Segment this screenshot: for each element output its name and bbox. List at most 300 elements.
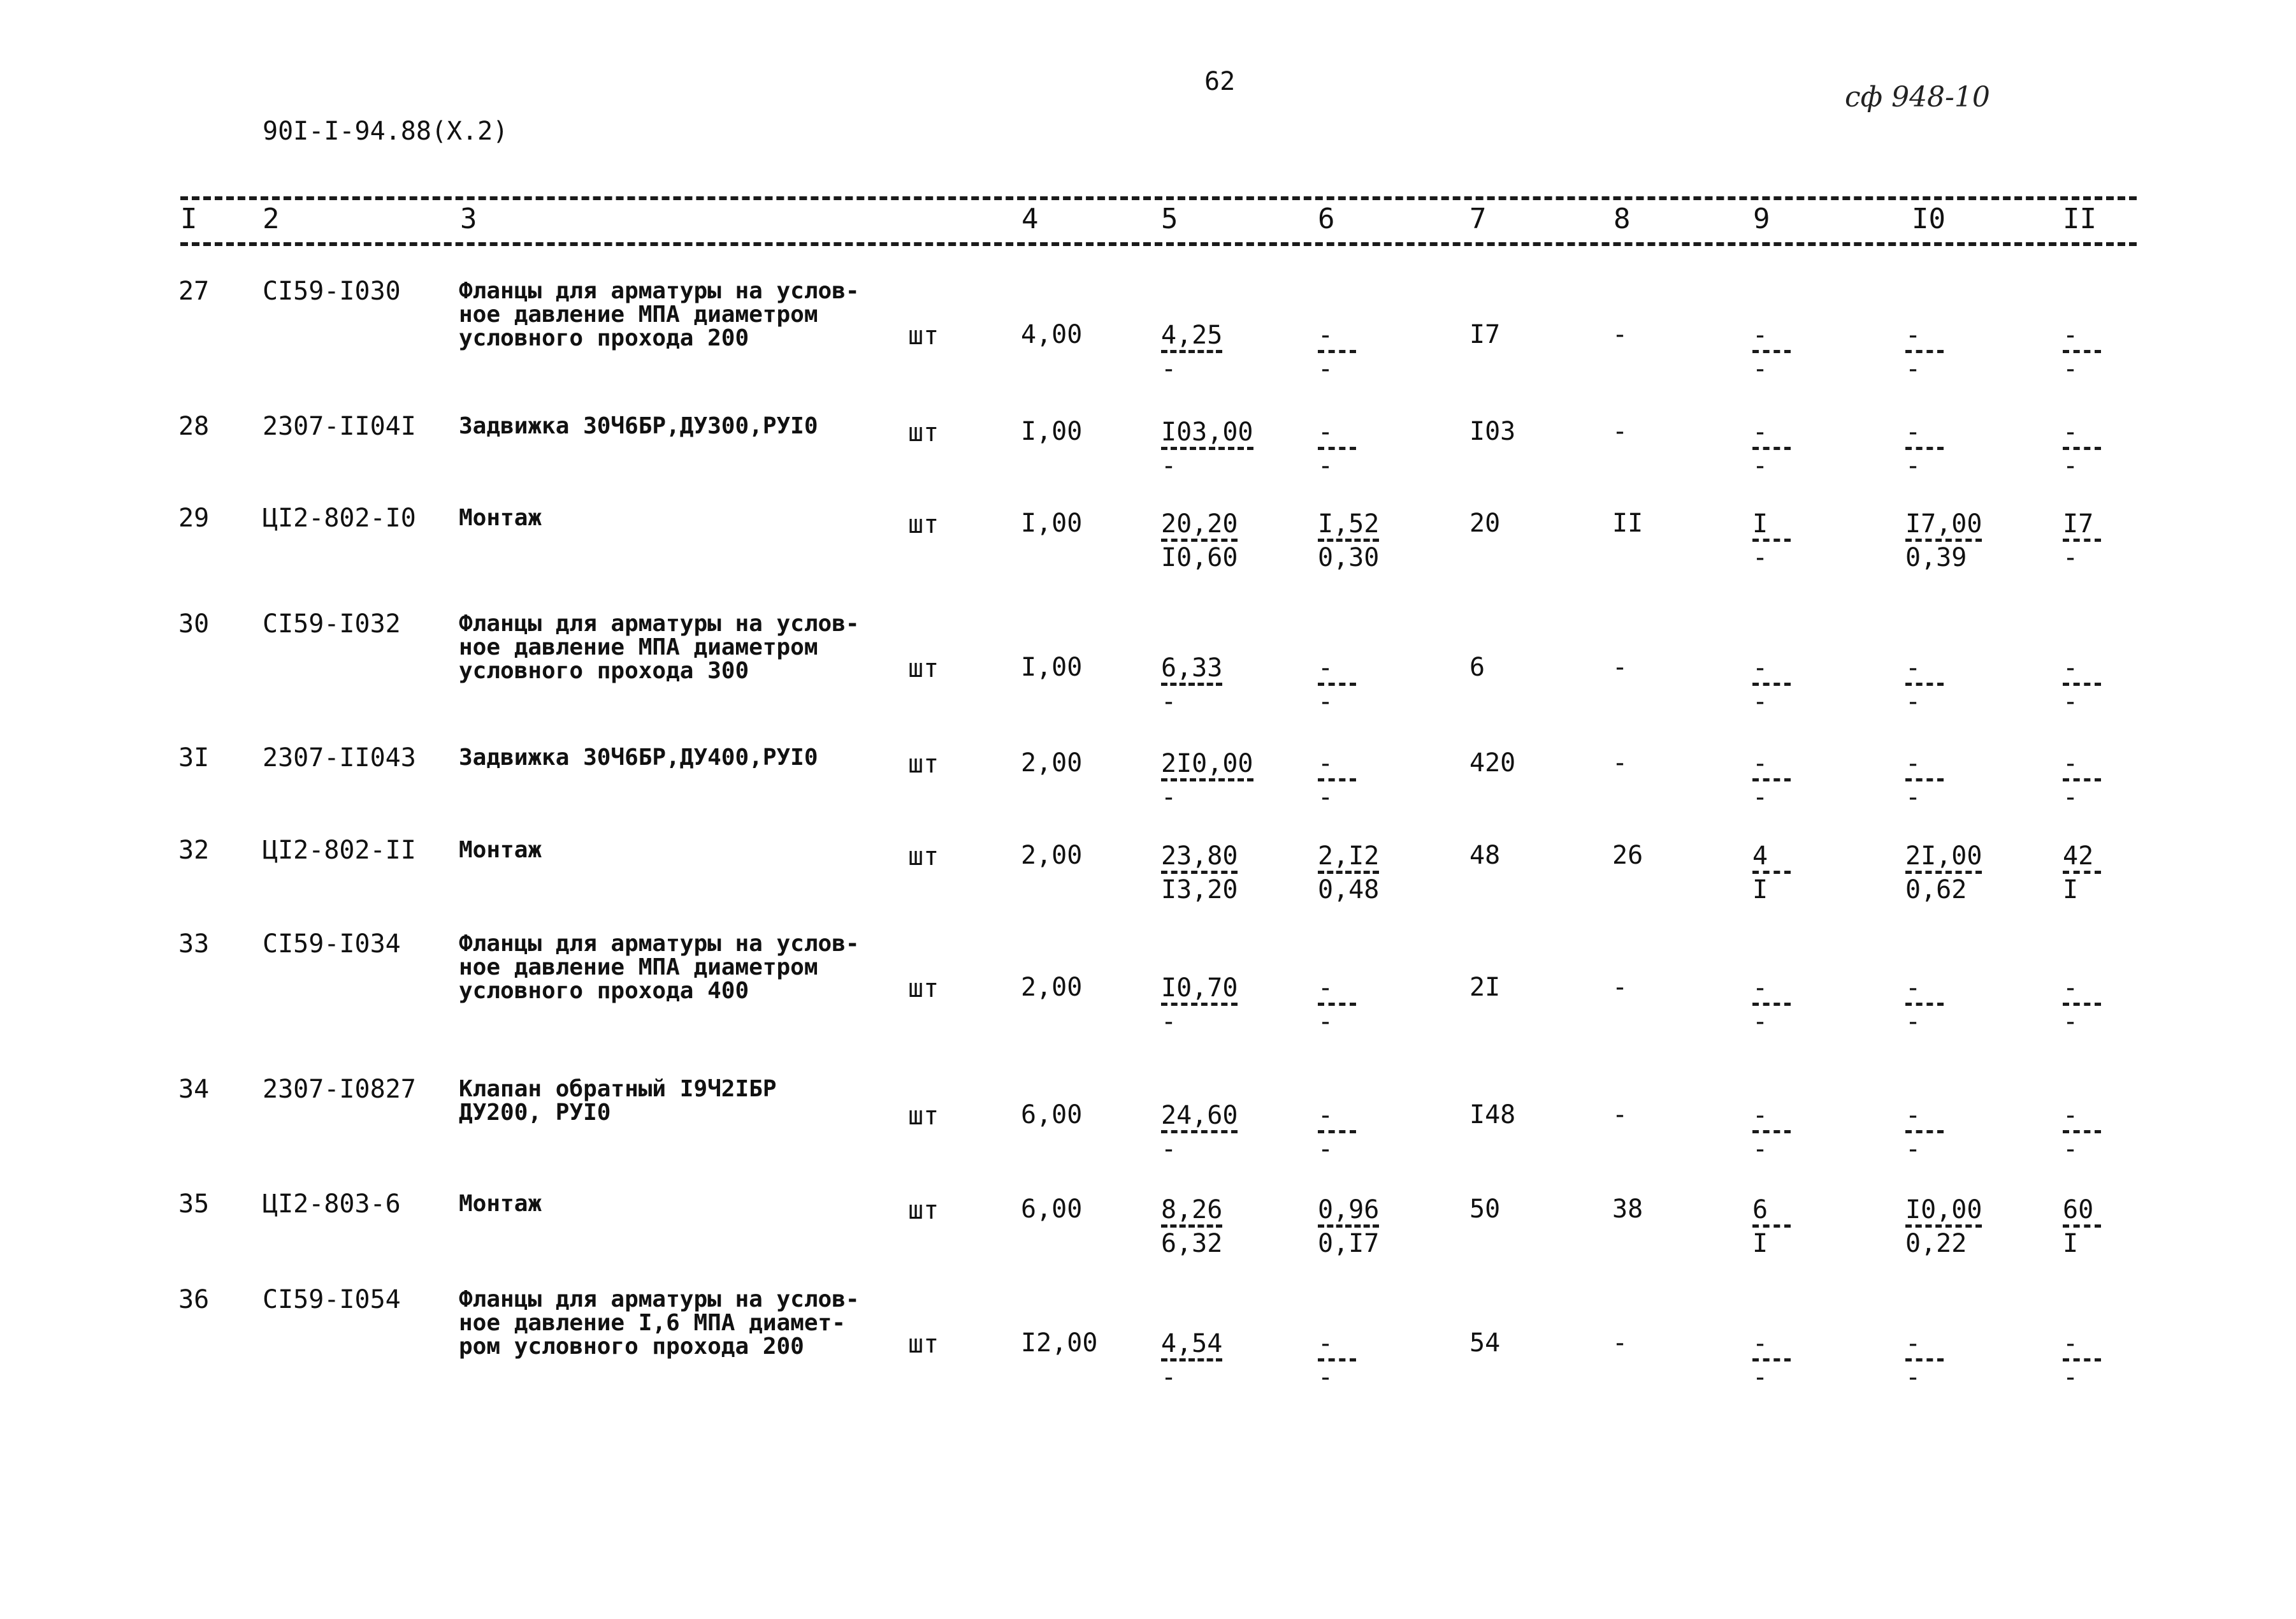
numerator: - <box>1318 417 1334 447</box>
fraction-c10 <box>1905 1197 1982 1256</box>
denominator: I <box>2063 875 2079 904</box>
description-line: ное давление I,6 МПА диамет- <box>459 1310 846 1336</box>
fraction-c6 <box>1318 1197 1379 1256</box>
fraction-c10 <box>1905 751 1944 810</box>
description-line: ром условного прохода 200 <box>459 1333 804 1360</box>
denominator: - <box>1905 451 1921 481</box>
denominator: - <box>1161 783 1177 812</box>
fraction-c5 <box>1161 655 1222 715</box>
description-line: Фланцы для арматуры на услов- <box>459 931 860 957</box>
header-bottom-rule <box>180 242 2137 246</box>
denominator: - <box>1318 451 1334 481</box>
resource-code: CI59-I030 <box>263 277 401 306</box>
fraction-bar <box>1318 683 1356 686</box>
fraction-c5 <box>1161 843 1238 903</box>
numerator: - <box>1752 653 1768 683</box>
work-description <box>459 932 860 1003</box>
denominator: - <box>1905 687 1921 716</box>
fraction-bar <box>1752 1003 1791 1006</box>
fraction-bar <box>2063 1224 2101 1228</box>
work-description <box>459 612 860 683</box>
denominator: - <box>2063 687 2079 716</box>
column-8-value: - <box>1612 1100 1628 1129</box>
row-number: 30 <box>178 609 210 639</box>
fraction-bar <box>1318 778 1356 781</box>
fraction-bar <box>2063 1358 2101 1361</box>
fraction-c9 <box>1752 843 1791 903</box>
description-line: Фланцы для арматуры на услов- <box>459 278 860 304</box>
denominator: - <box>1318 1007 1334 1036</box>
column-7-value: 420 <box>1469 748 1516 778</box>
description-line: Клапан обратный I9Ч2IБР <box>459 1076 777 1102</box>
denominator: 0,I7 <box>1318 1229 1380 1258</box>
denominator: - <box>1752 1135 1768 1164</box>
fraction-bar <box>1905 1358 1944 1361</box>
resource-code: CI59-I054 <box>263 1285 401 1314</box>
numerator: - <box>1905 749 1921 778</box>
unit: шт <box>908 1101 939 1131</box>
column-header: 8 <box>1614 203 1631 235</box>
description-line: условного прохода 300 <box>459 658 749 684</box>
fraction-c5 <box>1161 1331 1222 1390</box>
numerator: 4 <box>1752 841 1768 871</box>
denominator: - <box>1752 1363 1768 1392</box>
row-number: 36 <box>178 1285 210 1314</box>
denominator: - <box>1318 1135 1334 1164</box>
numerator: 0,96 <box>1318 1195 1380 1224</box>
description-line: ное давление МПА диаметром <box>459 954 818 980</box>
fraction-bar <box>1752 1224 1791 1228</box>
numerator: - <box>1905 973 1921 1003</box>
fraction-bar <box>1905 1003 1944 1006</box>
numerator: 60 <box>2063 1195 2094 1224</box>
column-header: II <box>2063 203 2097 235</box>
description-line: Задвижка 30Ч6БР,ДУ400,РУI0 <box>459 744 818 771</box>
fraction-bar <box>1318 1358 1356 1361</box>
fraction-c11 <box>2063 655 2101 715</box>
quantity: I,00 <box>1021 653 1083 682</box>
unit: шт <box>908 1330 939 1359</box>
description-line: Монтаж <box>459 1191 542 1217</box>
quantity: 6,00 <box>1021 1100 1083 1129</box>
description-line: ное давление МПА диаметром <box>459 301 818 328</box>
fraction-c6 <box>1318 419 1356 479</box>
quantity: 6,00 <box>1021 1194 1083 1224</box>
column-7-value: 54 <box>1469 1328 1501 1358</box>
fraction-c5 <box>1161 975 1238 1035</box>
resource-code: 2307-II04I <box>263 412 416 441</box>
denominator: - <box>2063 1135 2079 1164</box>
denominator: 0,22 <box>1905 1229 1967 1258</box>
fraction-bar <box>2063 1003 2101 1006</box>
fraction-bar <box>1905 1224 1982 1228</box>
column-7-value: I7 <box>1469 320 1501 349</box>
row-number: 27 <box>178 277 210 306</box>
quantity: I2,00 <box>1021 1328 1098 1358</box>
column-8-value: - <box>1612 748 1628 778</box>
column-8-value: - <box>1612 653 1628 682</box>
denominator: - <box>1318 354 1334 384</box>
column-7-value: 20 <box>1469 509 1501 538</box>
denominator: I <box>2063 1229 2079 1258</box>
fraction-c10 <box>1905 975 1944 1035</box>
fraction-c5 <box>1161 419 1253 479</box>
numerator: - <box>1752 1101 1768 1130</box>
fraction-bar <box>1161 539 1238 542</box>
numerator: - <box>1752 1329 1768 1358</box>
fraction-c6 <box>1318 655 1356 715</box>
quantity: 2,00 <box>1021 748 1083 778</box>
numerator: I0,00 <box>1905 1195 1982 1224</box>
fraction-bar <box>1905 871 1982 874</box>
work-description <box>459 506 542 530</box>
fraction-bar <box>1752 683 1791 686</box>
fraction-bar <box>1752 350 1791 353</box>
fraction-bar <box>2063 447 2101 450</box>
column-8-value: - <box>1612 320 1628 349</box>
work-description <box>459 279 860 350</box>
column-header: 5 <box>1161 203 1178 235</box>
fraction-c10 <box>1905 655 1944 715</box>
column-header: 3 <box>460 203 477 235</box>
column-8-value: II <box>1612 509 1643 538</box>
numerator: - <box>1318 1101 1334 1130</box>
unit: шт <box>908 842 939 871</box>
quantity: 4,00 <box>1021 320 1083 349</box>
numerator: - <box>1318 1329 1334 1358</box>
fraction-c6 <box>1318 1103 1356 1162</box>
denominator: - <box>2063 1363 2079 1392</box>
row-number: 29 <box>178 504 210 533</box>
quantity: 2,00 <box>1021 841 1083 870</box>
fraction-c5 <box>1161 511 1238 570</box>
denominator: - <box>1905 354 1921 384</box>
fraction-c11 <box>2063 1103 2101 1162</box>
fraction-c6 <box>1318 975 1356 1035</box>
fraction-c9 <box>1752 1197 1791 1256</box>
fraction-bar <box>2063 539 2101 542</box>
denominator: - <box>2063 1007 2079 1036</box>
column-7-value: 6 <box>1469 653 1485 682</box>
numerator: 4,25 <box>1161 321 1223 350</box>
denominator: - <box>1905 1007 1921 1036</box>
denominator: - <box>2063 451 2079 481</box>
fraction-bar <box>1752 871 1791 874</box>
work-description <box>459 1288 860 1358</box>
fraction-c11 <box>2063 1331 2101 1390</box>
fraction-bar <box>1161 350 1222 353</box>
fraction-c6 <box>1318 511 1379 570</box>
fraction-bar <box>2063 683 2101 686</box>
numerator: 23,80 <box>1161 841 1238 871</box>
fraction-c6 <box>1318 751 1356 810</box>
numerator: - <box>2063 653 2079 683</box>
resource-code: CI59-I032 <box>263 609 401 639</box>
fraction-bar <box>1161 447 1253 450</box>
fraction-bar <box>1161 1358 1222 1361</box>
fraction-c10 <box>1905 1331 1944 1390</box>
work-description <box>459 1192 542 1216</box>
numerator: - <box>1752 973 1768 1003</box>
unit: шт <box>908 654 939 683</box>
fraction-c11 <box>2063 323 2101 382</box>
fraction-c5 <box>1161 323 1222 382</box>
numerator: I7,00 <box>1905 509 1982 539</box>
denominator: - <box>1905 783 1921 812</box>
fraction-c9 <box>1752 419 1791 479</box>
column-header: 2 <box>263 203 280 235</box>
numerator: I,52 <box>1318 509 1380 539</box>
fraction-c5 <box>1161 751 1253 810</box>
fraction-c10 <box>1905 1103 1944 1162</box>
description-line: условного прохода 400 <box>459 978 749 1004</box>
row-number: 35 <box>178 1189 210 1219</box>
fraction-bar <box>1752 447 1791 450</box>
work-description <box>459 414 818 438</box>
resource-code: 2307-I0827 <box>263 1075 416 1104</box>
numerator: - <box>1905 653 1921 683</box>
fraction-bar <box>1318 447 1356 450</box>
description-line: условного прохода 200 <box>459 325 749 351</box>
numerator: 8,26 <box>1161 1195 1223 1224</box>
unit: шт <box>908 974 939 1003</box>
numerator: - <box>1318 653 1334 683</box>
fraction-c9 <box>1752 323 1791 382</box>
column-header: I0 <box>1912 203 1946 235</box>
denominator: - <box>1318 687 1334 716</box>
fraction-bar <box>1318 1130 1356 1133</box>
column-7-value: I03 <box>1469 417 1516 446</box>
column-8-value: - <box>1612 1328 1628 1358</box>
work-description <box>459 746 818 769</box>
numerator: - <box>1752 417 1768 447</box>
fraction-c9 <box>1752 1103 1791 1162</box>
fraction-bar <box>1161 1224 1222 1228</box>
fraction-bar <box>1905 683 1944 686</box>
numerator: - <box>1318 321 1334 350</box>
numerator: 6,33 <box>1161 653 1223 683</box>
column-7-value: I48 <box>1469 1100 1516 1129</box>
description-line: Фланцы для арматуры на услов- <box>459 1286 860 1312</box>
fraction-c6 <box>1318 1331 1356 1390</box>
fraction-c10 <box>1905 323 1944 382</box>
numerator: I7 <box>2063 509 2094 539</box>
denominator: 0,62 <box>1905 875 1967 904</box>
resource-code: ЦI2-802-II <box>263 836 416 865</box>
quantity: 2,00 <box>1021 973 1083 1002</box>
resource-code: CI59-I034 <box>263 929 401 959</box>
fraction-c10 <box>1905 843 1982 903</box>
fraction-bar <box>1161 1003 1238 1006</box>
handwritten-code: сф 948-10 <box>1845 81 1990 113</box>
denominator: - <box>1752 451 1768 481</box>
quantity: I,00 <box>1021 417 1083 446</box>
numerator: - <box>1905 417 1921 447</box>
fraction-c9 <box>1752 1331 1791 1390</box>
denominator: - <box>2063 354 2079 384</box>
numerator: I0,70 <box>1161 973 1238 1003</box>
column-header: 4 <box>1022 203 1039 235</box>
numerator: - <box>1905 1329 1921 1358</box>
fraction-c9 <box>1752 975 1791 1035</box>
header-top-rule <box>180 196 2137 200</box>
fraction-bar <box>2063 871 2101 874</box>
fraction-c11 <box>2063 419 2101 479</box>
denominator: - <box>2063 543 2079 572</box>
denominator: - <box>1905 1135 1921 1164</box>
description-line: Монтаж <box>459 837 542 863</box>
work-description <box>459 1077 777 1124</box>
denominator: - <box>1318 783 1334 812</box>
denominator: I <box>1752 1229 1768 1258</box>
fraction-c6 <box>1318 843 1379 903</box>
denominator: 0,48 <box>1318 875 1380 904</box>
numerator: - <box>1318 749 1334 778</box>
fraction-bar <box>1318 871 1379 874</box>
numerator: - <box>2063 417 2079 447</box>
fraction-c9 <box>1752 751 1791 810</box>
fraction-bar <box>1752 539 1791 542</box>
fraction-c10 <box>1905 419 1944 479</box>
fraction-bar <box>1161 1130 1238 1133</box>
unit: шт <box>908 510 939 539</box>
numerator: I03,00 <box>1161 417 1253 447</box>
fraction-c11 <box>2063 975 2101 1035</box>
numerator: 42 <box>2063 841 2094 871</box>
column-8-value: 26 <box>1612 841 1643 870</box>
fraction-bar <box>1161 778 1253 781</box>
fraction-bar <box>1161 871 1238 874</box>
row-number: 33 <box>178 929 210 959</box>
fraction-c11 <box>2063 843 2101 903</box>
row-number: 3I <box>178 743 210 773</box>
resource-code: ЦI2-803-6 <box>263 1189 401 1219</box>
work-description <box>459 838 542 862</box>
fraction-bar <box>1752 778 1791 781</box>
resource-code: 2307-II043 <box>263 743 416 773</box>
column-7-value: 48 <box>1469 841 1501 870</box>
fraction-bar <box>1161 683 1222 686</box>
numerator: 24,60 <box>1161 1101 1238 1130</box>
numerator: 20,20 <box>1161 509 1238 539</box>
fraction-c9 <box>1752 511 1791 570</box>
denominator: - <box>1752 543 1768 572</box>
numerator: - <box>2063 973 2079 1003</box>
numerator: 2I,00 <box>1905 841 1982 871</box>
fraction-bar <box>1905 539 1982 542</box>
denominator: - <box>1161 1135 1177 1164</box>
description-line: Фланцы для арматуры на услов- <box>459 611 860 637</box>
numerator: - <box>1905 1101 1921 1130</box>
denominator: - <box>2063 783 2079 812</box>
numerator: - <box>1752 749 1768 778</box>
unit: шт <box>908 321 939 351</box>
denominator: - <box>1161 354 1177 384</box>
fraction-bar <box>2063 1130 2101 1133</box>
denominator: - <box>1905 1363 1921 1392</box>
denominator: - <box>1752 783 1768 812</box>
column-header: 7 <box>1469 203 1487 235</box>
denominator: I <box>1752 875 1768 904</box>
fraction-c11 <box>2063 751 2101 810</box>
fraction-c5 <box>1161 1197 1222 1256</box>
column-header: 6 <box>1318 203 1335 235</box>
unit: шт <box>908 418 939 447</box>
fraction-c11 <box>2063 1197 2101 1256</box>
numerator: 4,54 <box>1161 1329 1223 1358</box>
fraction-bar <box>1905 778 1944 781</box>
denominator: - <box>1161 451 1177 481</box>
fraction-c6 <box>1318 323 1356 382</box>
fraction-c11 <box>2063 511 2101 570</box>
denominator: - <box>1161 687 1177 716</box>
fraction-bar <box>1905 350 1944 353</box>
denominator: - <box>1318 1363 1334 1392</box>
denominator: - <box>1752 1007 1768 1036</box>
column-7-value: 50 <box>1469 1194 1501 1224</box>
numerator: 6 <box>1752 1195 1768 1224</box>
description-line: ное давление МПА диаметром <box>459 634 818 660</box>
denominator: - <box>1752 354 1768 384</box>
fraction-bar <box>1318 1003 1356 1006</box>
fraction-bar <box>2063 350 2101 353</box>
fraction-c10 <box>1905 511 1982 570</box>
column-header: I <box>180 203 198 235</box>
denominator: - <box>1161 1007 1177 1036</box>
numerator: - <box>2063 749 2079 778</box>
denominator: I3,20 <box>1161 875 1238 904</box>
numerator: - <box>2063 321 2079 350</box>
unit: шт <box>908 1196 939 1225</box>
page-number: 62 <box>1204 67 1236 96</box>
numerator: 2,I2 <box>1318 841 1380 871</box>
numerator: - <box>1752 321 1768 350</box>
column-header: 9 <box>1753 203 1770 235</box>
description-line: ДУ200, РУI0 <box>459 1100 611 1126</box>
fraction-bar <box>1905 1130 1944 1133</box>
quantity: I,00 <box>1021 509 1083 538</box>
fraction-bar <box>1318 350 1356 353</box>
row-number: 28 <box>178 412 210 441</box>
denominator: - <box>1752 687 1768 716</box>
fraction-bar <box>1318 539 1379 542</box>
denominator: - <box>1161 1363 1177 1392</box>
column-8-value: - <box>1612 417 1628 446</box>
fraction-bar <box>1905 447 1944 450</box>
denominator: 0,39 <box>1905 543 1967 572</box>
denominator: I0,60 <box>1161 543 1238 572</box>
row-number: 34 <box>178 1075 210 1104</box>
numerator: - <box>1318 973 1334 1003</box>
fraction-bar <box>2063 778 2101 781</box>
fraction-bar <box>1752 1130 1791 1133</box>
column-7-value: 2I <box>1469 973 1501 1002</box>
unit: шт <box>908 750 939 779</box>
numerator: - <box>2063 1329 2079 1358</box>
resource-code: ЦI2-802-I0 <box>263 504 416 533</box>
fraction-bar <box>1318 1224 1379 1228</box>
fraction-c9 <box>1752 655 1791 715</box>
document-code: 90I-I-94.88(X.2) <box>263 117 509 146</box>
column-8-value: 38 <box>1612 1194 1643 1224</box>
denominator: 6,32 <box>1161 1229 1223 1258</box>
numerator: I <box>1752 509 1768 539</box>
fraction-c5 <box>1161 1103 1238 1162</box>
fraction-bar <box>1752 1358 1791 1361</box>
row-number: 32 <box>178 836 210 865</box>
numerator: 2I0,00 <box>1161 749 1253 778</box>
column-8-value: - <box>1612 973 1628 1002</box>
